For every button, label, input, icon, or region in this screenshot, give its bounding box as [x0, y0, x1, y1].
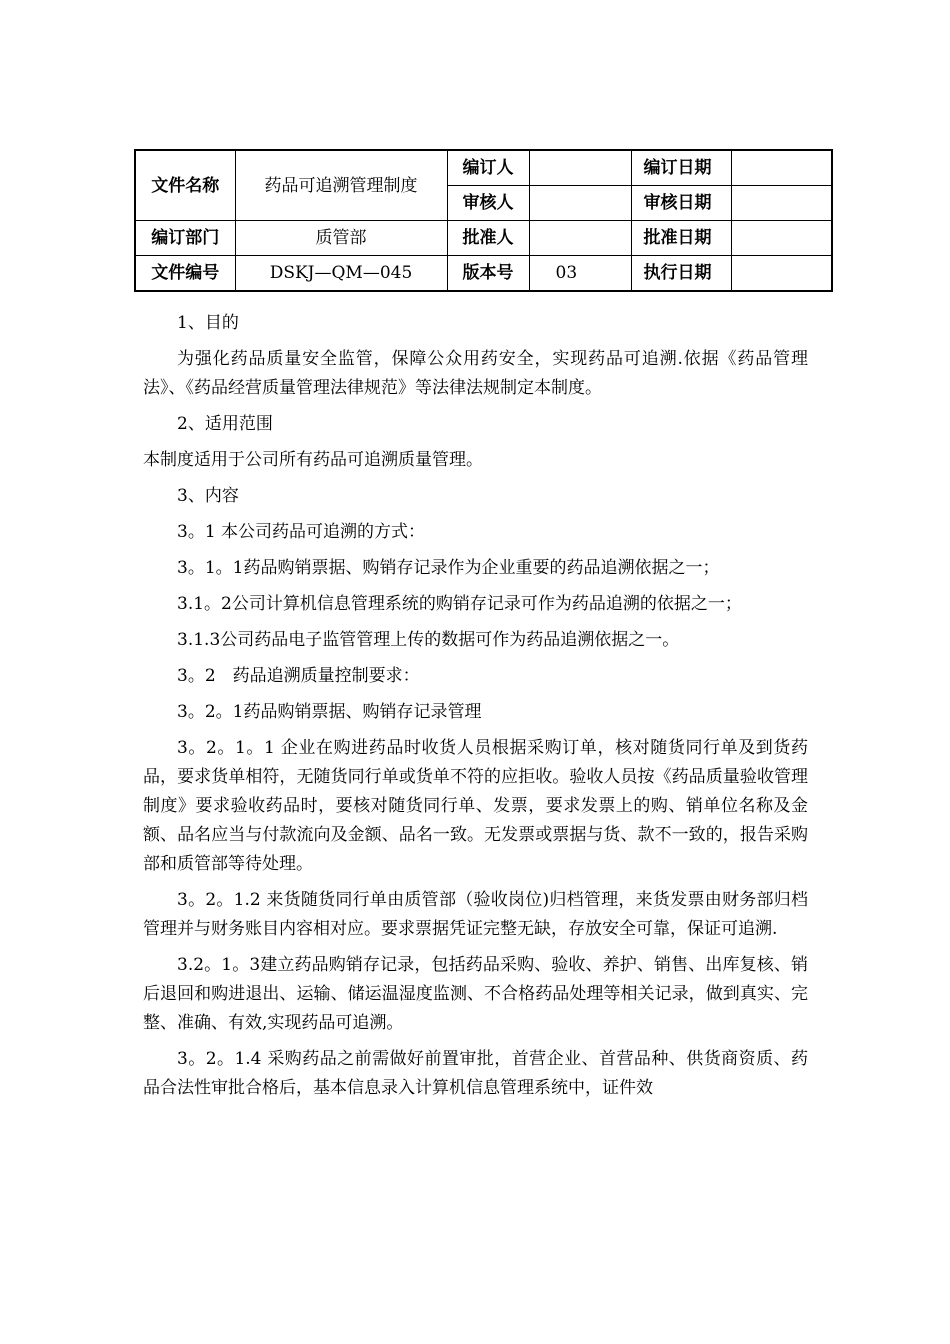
section-3-2-1-4: 3。2。1.4 采购药品之前需做好前置审批，首营企业、首营品种、供货商资质、药品合法性审批合格后，基本信息录入计算机信息管理系统中，证件效 — [143, 1049, 808, 1098]
version-label: 版本号 — [447, 256, 529, 292]
exec-date-label: 执行日期 — [631, 256, 731, 292]
section-3-2-1: 3。2。1药品购销票据、购销存记录管理 — [177, 702, 482, 722]
section-2-title: 2、适用范围 — [177, 414, 273, 434]
approve-date-value — [731, 221, 832, 256]
reviewer-value — [529, 186, 631, 221]
doc-name-label: 文件名称 — [135, 150, 235, 221]
document-body — [143, 309, 808, 1103]
approver-label: 批准人 — [447, 221, 529, 256]
review-date-label: 审核日期 — [631, 186, 731, 221]
dept-label: 编订部门 — [135, 221, 235, 256]
doc-no-label: 文件编号 — [135, 256, 235, 292]
section-3-2-1-2: 3。2。1.2 来货随货同行单由质管部（验收岗位)归档管理，来货发票由财务部归档管理并与财务账目内容相对应。要求票据凭证完整无缺，存放安全可靠，保证可追溯. — [143, 890, 808, 939]
review-date-value — [731, 186, 832, 221]
section-1-text: 为强化药品质量安全监管，保障公众用药安全，实现药品可追溯.依据《药品管理法》、《药品经营质量管理法律规范》等法律法规制定本制度。 — [143, 349, 808, 398]
section-3-1-3: 3.1.3公司药品电子监管管理上传的数据可作为药品追溯依据之一。 — [177, 630, 680, 650]
section-3-2-1-1: 3。2。1。1 企业在购进药品时收货人员根据采购订单，核对随货同行单及到货药品，要求货单相符，无随货同行单或货单不符的应拒收。验收人员按《药品质量验收管理制度》要求验收药品时，要核对随货同行单、发票，要求发票上的购、销单位名称及金额、品名应当与付款流向及金额、品名一致。无发票或票据与货、款不一致的，报告采购部和质管部等待处理。 — [143, 738, 808, 874]
section-1-title: 1、目的 — [177, 313, 239, 333]
dept-value: 质管部 — [235, 221, 447, 256]
doc-no-value: DSKJ—QM—045 — [235, 256, 447, 292]
version-value: 03 — [529, 256, 631, 292]
doc-name-value: 药品可追溯管理制度 — [235, 150, 447, 221]
section-3-title: 3、内容 — [177, 486, 239, 506]
section-3-1: 3。1 本公司药品可追溯的方式： — [177, 522, 426, 542]
document-header-table — [134, 149, 833, 292]
section-3-2: 3。2 药品追溯质量控制要求： — [177, 666, 420, 686]
compiler-label: 编订人 — [447, 150, 529, 186]
section-3-2-1-3: 3.2。1。3建立药品购销存记录，包括药品采购、验收、养护、销售、出库复核、销后退回和购进退出、运输、储运温湿度监测、不合格药品处理等相关记录，做到真实、完整、准确、有效,实现药品可追溯。 — [143, 955, 808, 1033]
compiler-value — [529, 150, 631, 186]
section-3-1-2: 3.1。2公司计算机信息管理系统的购销存记录可作为药品追溯的依据之一； — [177, 594, 742, 614]
exec-date-value — [731, 256, 832, 292]
section-2-text: 本制度适用于公司所有药品可追溯质量管理。 — [143, 450, 483, 470]
approver-value — [529, 221, 631, 256]
approve-date-label: 批准日期 — [631, 221, 731, 256]
compile-date-value — [731, 150, 832, 186]
reviewer-label: 审核人 — [447, 186, 529, 221]
compile-date-label: 编订日期 — [631, 150, 731, 186]
section-3-1-1: 3。1。1药品购销票据、购销存记录作为企业重要的药品追溯依据之一； — [177, 558, 720, 578]
